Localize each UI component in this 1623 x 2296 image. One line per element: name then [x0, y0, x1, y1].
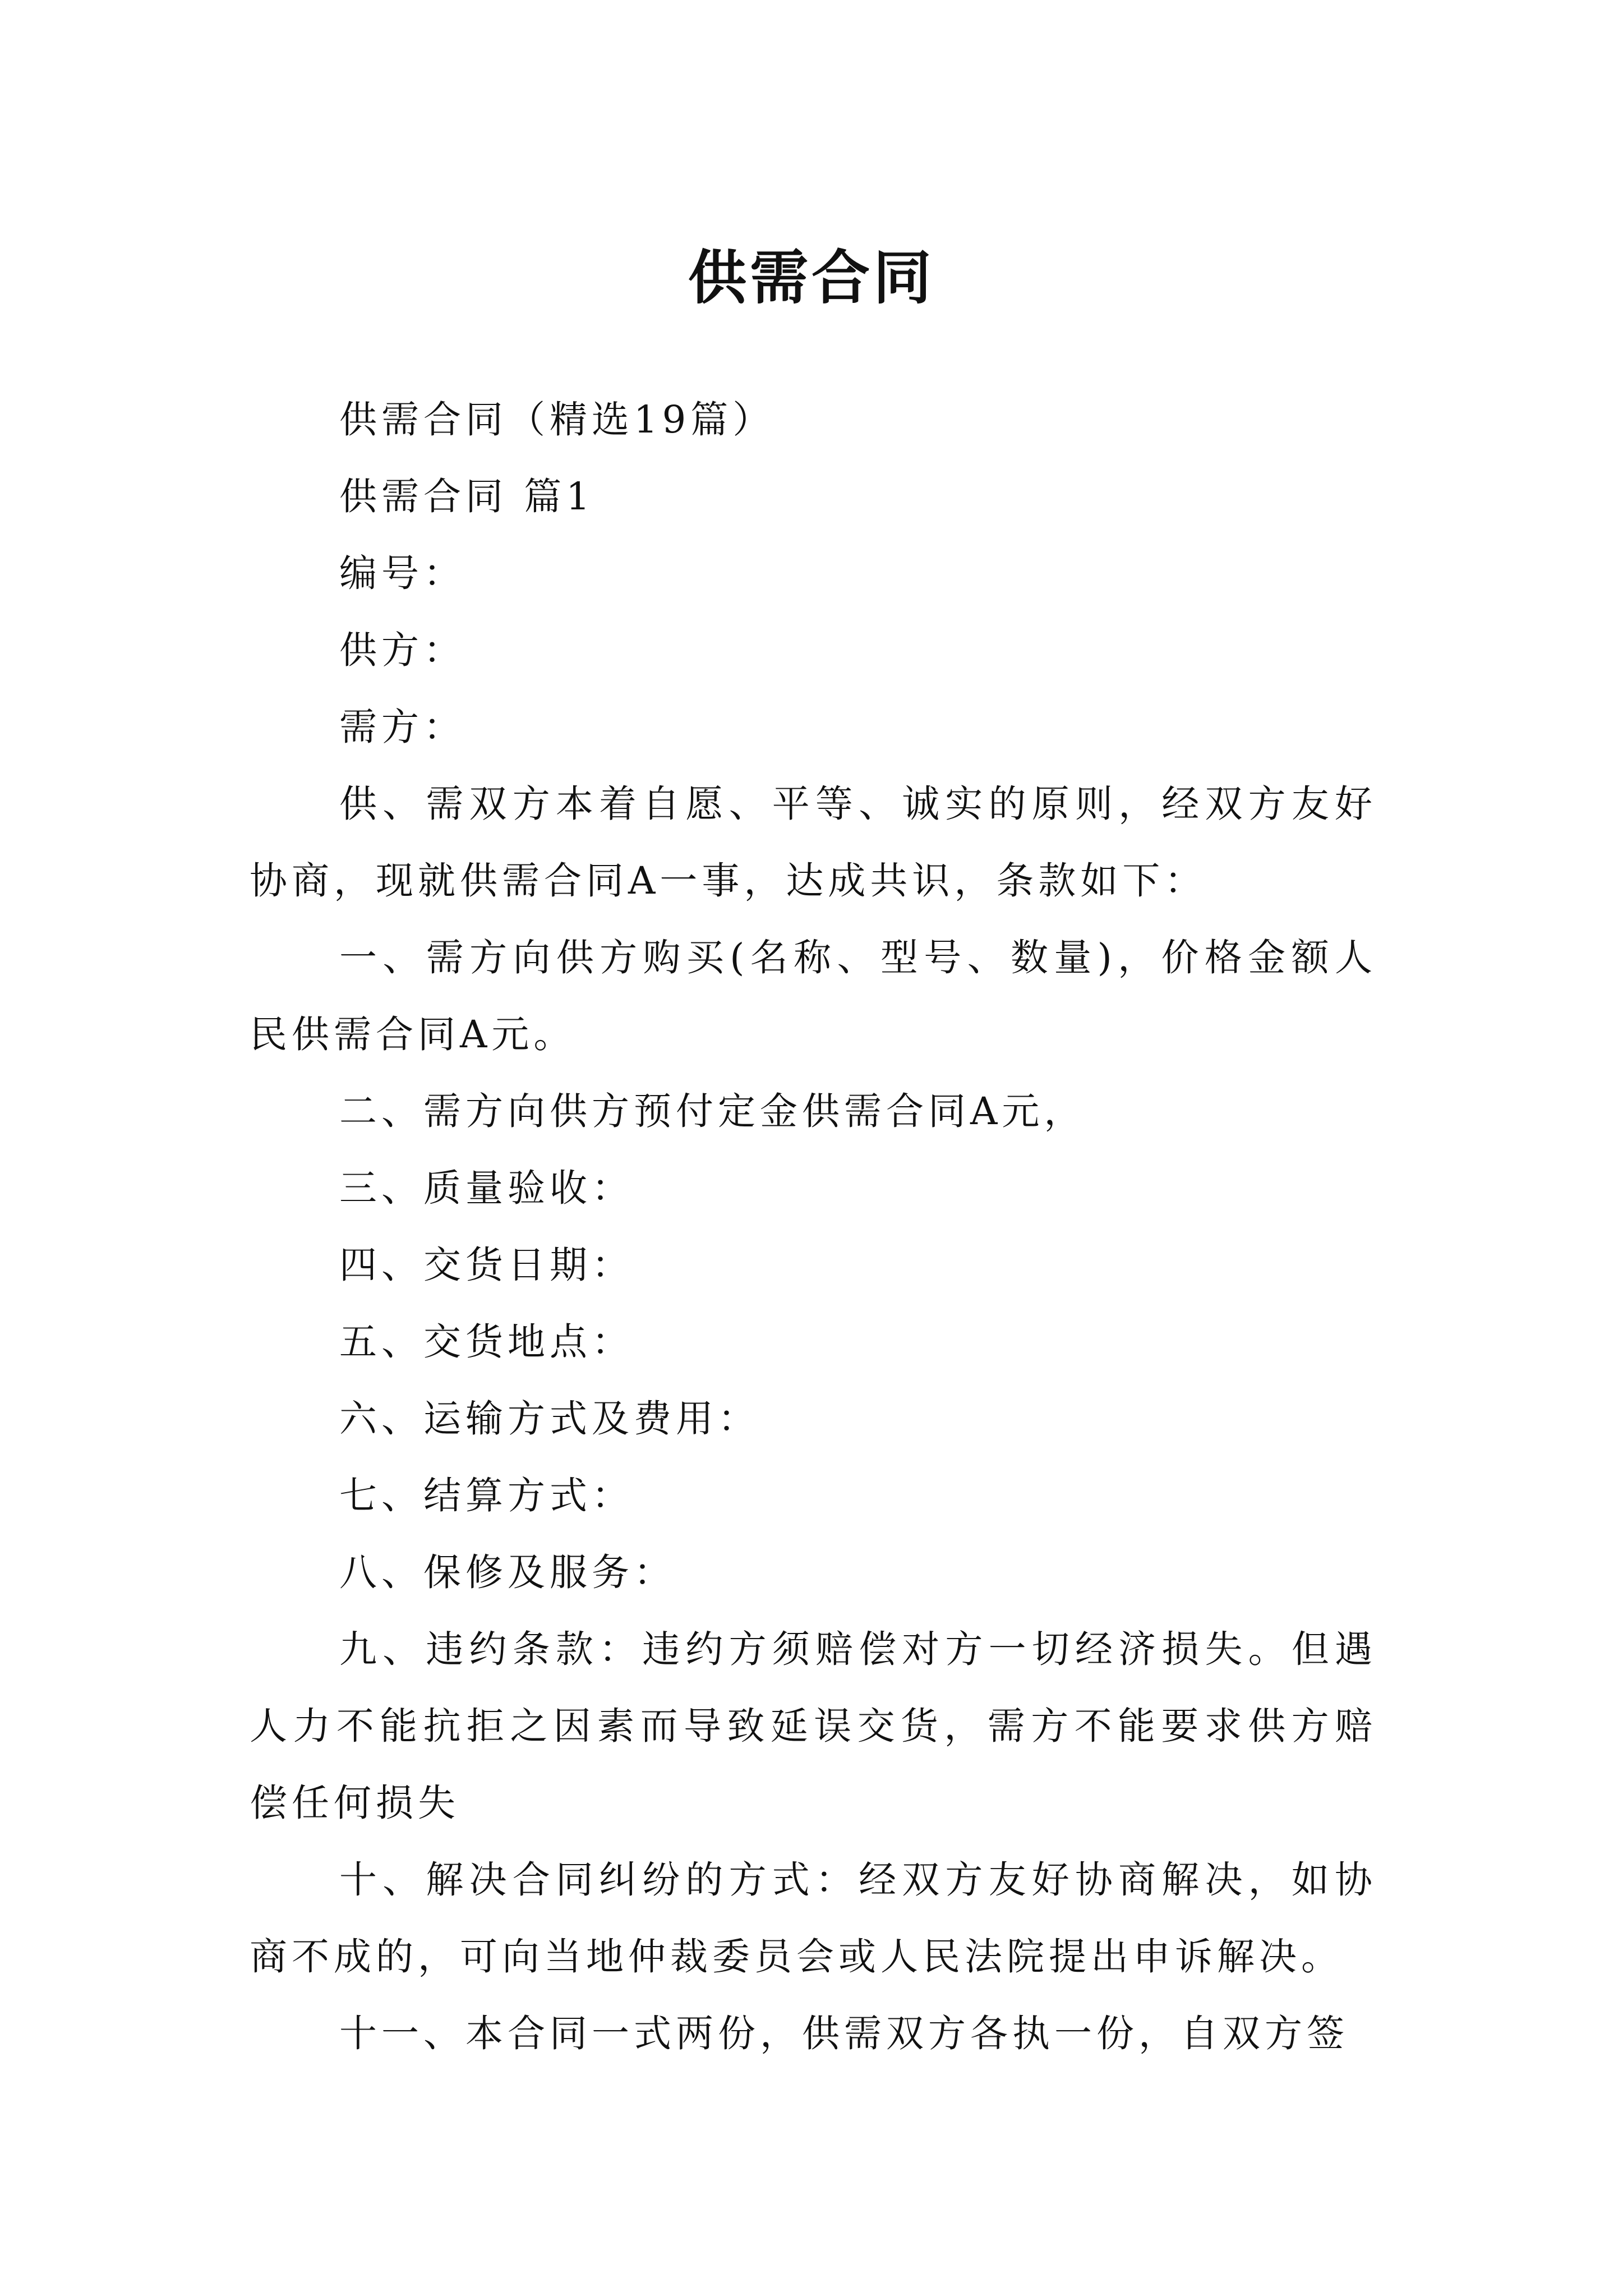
paragraph-contract-number: 编号： — [339, 551, 465, 595]
paragraph-preamble: 供、需双方本着自愿、平等、诚实的原则，经双方友好协商，现就供需合同A一事，达成共识，条款如下： — [250, 782, 1377, 903]
paragraph-clause-7: 七、结算方式： — [339, 1474, 634, 1517]
paragraph-clause-10: 十、解决合同纠纷的方式：经双方友好协商解决，如协商不成的，可向当地仲裁委员会或人民法院提出申诉解决。 — [250, 1858, 1377, 1978]
paragraph-clause-4: 四、交货日期： — [339, 1243, 634, 1287]
paragraph-clause-5: 五、交货地点： — [339, 1320, 634, 1364]
paragraph-clause-3: 三、质量验收： — [339, 1166, 634, 1210]
paragraph-supplier: 供方： — [339, 628, 465, 672]
paragraph-clause-2: 二、需方向供方预付定金供需合同A元， — [339, 1089, 1086, 1133]
paragraph-buyer: 需方： — [339, 705, 465, 749]
document-body — [250, 381, 1377, 2072]
paragraph-collection-title: 供需合同（精选19篇） — [339, 398, 775, 441]
paragraph-section-heading: 供需合同 篇1 — [339, 475, 594, 518]
document-title: 供需合同 — [688, 242, 935, 312]
paragraph-clause-8: 八、保修及服务： — [339, 1550, 676, 1594]
paragraph-clause-9: 九、违约条款：违约方须赔偿对方一切经济损失。但遇人力不能抗拒之因素而导致延误交货，需方不能要求供方赔偿任何损失 — [250, 1627, 1377, 1825]
paragraph-clause-11: 十一、本合同一式两份，供需双方各执一份，自双方签 — [339, 2012, 1349, 2055]
paragraph-clause-6: 六、运输方式及费用： — [339, 1397, 760, 1441]
paragraph-clause-1: 一、需方向供方购买(名称、型号、数量)，价格金额人民供需合同A元。 — [250, 936, 1377, 1056]
